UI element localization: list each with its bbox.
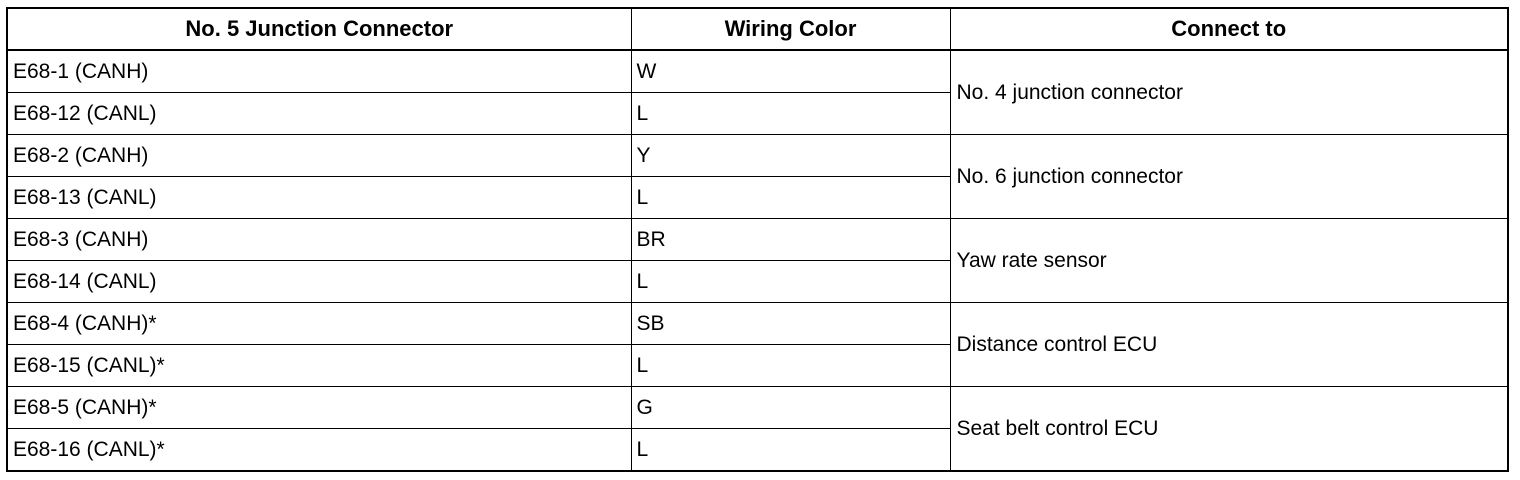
wiring-color-cell: L (631, 177, 950, 219)
terminal-cell: E68-2 (CANH) (7, 135, 631, 177)
junction-connector-table (6, 7, 1509, 472)
header-wiring-color: Wiring Color (631, 8, 950, 50)
table-row (7, 135, 1508, 177)
terminal-cell: E68-15 (CANL)* (7, 345, 631, 387)
wiring-color-cell: Y (631, 135, 950, 177)
wiring-color-cell: L (631, 429, 950, 472)
connect-to-cell: Seat belt control ECU (950, 387, 1508, 472)
terminal-cell: E68-12 (CANL) (7, 93, 631, 135)
table-row (7, 387, 1508, 429)
wiring-color-cell: BR (631, 219, 950, 261)
terminal-cell: E68-16 (CANL)* (7, 429, 631, 472)
terminal-cell: E68-14 (CANL) (7, 261, 631, 303)
terminal-cell: E68-13 (CANL) (7, 177, 631, 219)
wiring-color-cell: L (631, 93, 950, 135)
table-row (7, 303, 1508, 345)
header-connector: No. 5 Junction Connector (7, 8, 631, 50)
wiring-color-cell: W (631, 50, 950, 93)
header-row (7, 8, 1508, 50)
wiring-color-cell: SB (631, 303, 950, 345)
table-row (7, 50, 1508, 93)
connect-to-cell: Distance control ECU (950, 303, 1508, 387)
table-row (7, 219, 1508, 261)
connect-to-cell: No. 6 junction connector (950, 135, 1508, 219)
wiring-color-cell: G (631, 387, 950, 429)
wiring-color-cell: L (631, 345, 950, 387)
header-connect-to: Connect to (950, 8, 1508, 50)
terminal-cell: E68-3 (CANH) (7, 219, 631, 261)
connect-to-cell: No. 4 junction connector (950, 50, 1508, 135)
terminal-cell: E68-5 (CANH)* (7, 387, 631, 429)
connect-to-cell: Yaw rate sensor (950, 219, 1508, 303)
wiring-color-cell: L (631, 261, 950, 303)
terminal-cell: E68-1 (CANH) (7, 50, 631, 93)
terminal-cell: E68-4 (CANH)* (7, 303, 631, 345)
